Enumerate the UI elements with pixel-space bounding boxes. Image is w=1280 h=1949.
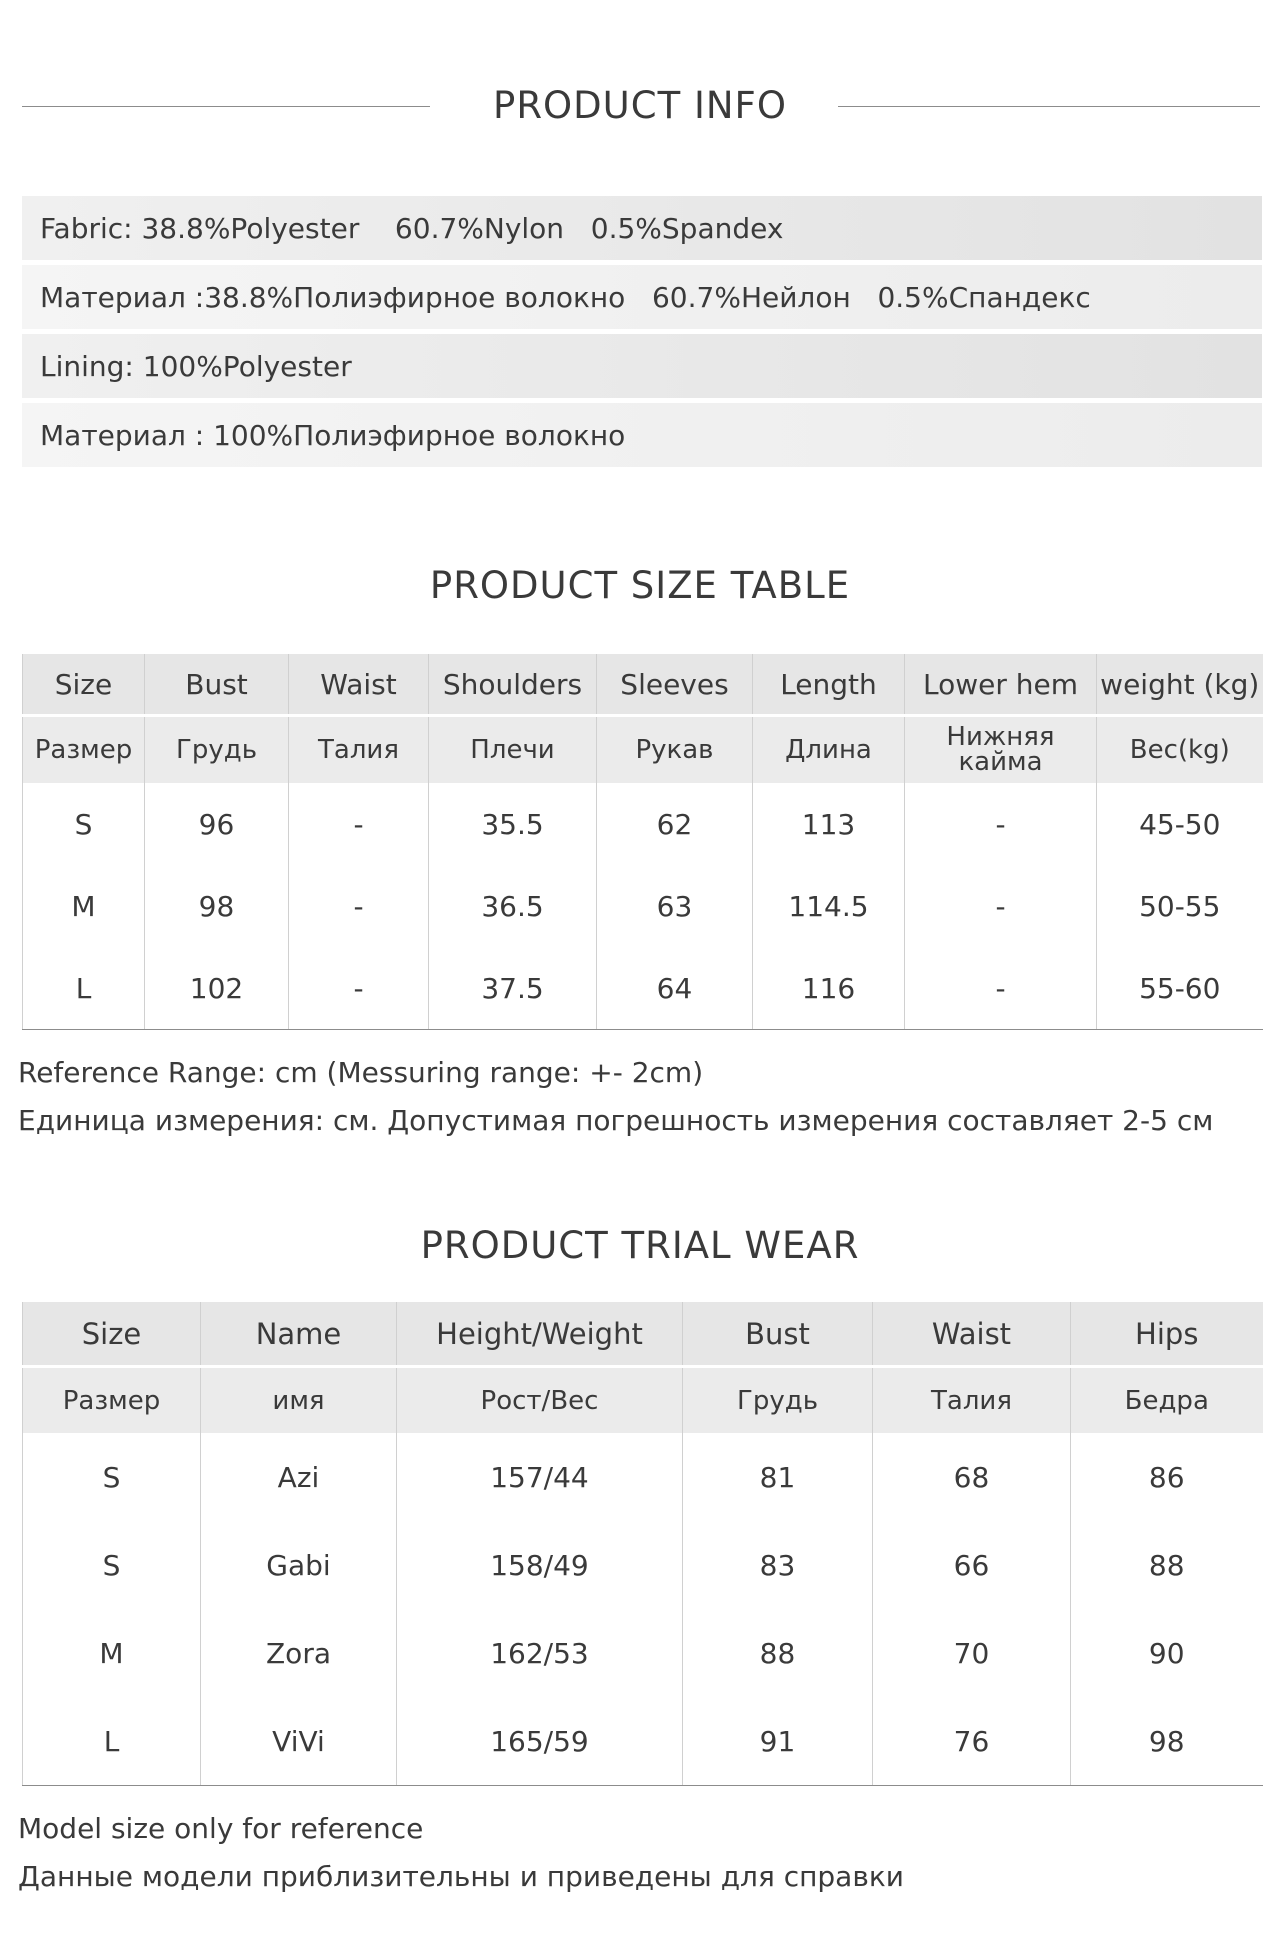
header-cell: Size — [23, 1302, 201, 1367]
info-row-lining — [22, 334, 1262, 398]
table-cell: Zora — [201, 1609, 397, 1697]
table-cell: 102 — [145, 947, 289, 1030]
header-cell: Талия — [289, 716, 429, 784]
table-cell: 88 — [683, 1609, 873, 1697]
info-text: Fabric: 38.8%Polyester 60.7%Nylon 0.5%Spandex — [40, 211, 784, 245]
table-cell: S — [23, 1521, 201, 1609]
info-row-lining-ru — [22, 403, 1262, 467]
table-cell: 81 — [683, 1433, 873, 1521]
header-cell: Bust — [145, 654, 289, 716]
trial-wear-title: PRODUCT TRIAL WEAR — [420, 1224, 860, 1267]
header-cell: Height/Weight — [397, 1302, 683, 1367]
product-info-title: PRODUCT INFO — [493, 84, 787, 127]
table-row — [23, 947, 1263, 1030]
table-cell: S — [23, 1433, 201, 1521]
table-cell: 114.5 — [753, 865, 905, 947]
header-cell: Грудь — [145, 716, 289, 784]
table-cell: 116 — [753, 947, 905, 1030]
table-cell: 158/49 — [397, 1521, 683, 1609]
table-cell: - — [905, 865, 1097, 947]
table-cell: 50-55 — [1139, 889, 1221, 923]
table-row — [23, 1433, 1263, 1521]
header-cell: Нижняя кайма — [905, 716, 1097, 784]
table-cell: 113 — [753, 783, 905, 865]
header-cell: Sleeves — [597, 654, 753, 716]
table-cell: M — [23, 865, 145, 947]
size-table-header-en — [23, 654, 1263, 716]
size-table-header-ru — [23, 716, 1263, 784]
header-cell: имя — [201, 1367, 397, 1434]
table-cell: 62 — [597, 783, 753, 865]
table-row — [23, 783, 1263, 865]
table-cell: 64 — [597, 947, 753, 1030]
table-cell: - — [289, 947, 429, 1030]
size-note-en: Reference Range: cm (Messuring range: +- 2cm) — [18, 1056, 704, 1089]
table-cell: ViVi — [201, 1697, 397, 1786]
header-cell: Размер — [23, 716, 145, 784]
table-cell: 162/53 — [397, 1609, 683, 1697]
table-cell: 68 — [873, 1433, 1071, 1521]
header-cell: Lower hem — [905, 654, 1097, 716]
table-row — [23, 1609, 1263, 1697]
table-cell: L — [23, 947, 145, 1030]
table-cell: - — [905, 783, 1097, 865]
table-row — [23, 1521, 1263, 1609]
info-text: Материал : 100%Полиэфирное волокно — [40, 418, 626, 452]
table-row — [23, 865, 1263, 947]
trial-note-ru: Данные модели приблизительны и приведены для справки — [18, 1860, 904, 1893]
size-table-title: PRODUCT SIZE TABLE — [429, 564, 851, 607]
table-cell: 86 — [1148, 1460, 1185, 1494]
header-cell: Грудь — [683, 1367, 873, 1434]
table-cell: L — [23, 1697, 201, 1786]
size-note-ru: Единица измерения: см. Допустимая погрешность измерения составляет 2-5 см — [18, 1104, 1214, 1137]
trial-note-en: Model size only for reference — [18, 1812, 424, 1845]
table-cell: 165/59 — [397, 1697, 683, 1786]
table-cell: Gabi — [201, 1521, 397, 1609]
header-cell: Shoulders — [429, 654, 597, 716]
product-info-list — [22, 196, 1262, 472]
table-cell: 98 — [145, 865, 289, 947]
info-text: Материал :38.8%Полиэфирное волокно 60.7%Нейлон 0.5%Спандекс — [40, 280, 1091, 314]
table-cell: 35.5 — [429, 783, 597, 865]
table-cell: 157/44 — [397, 1433, 683, 1521]
size-table — [22, 654, 1263, 1030]
table-cell: 63 — [597, 865, 753, 947]
table-cell: 55-60 — [1097, 947, 1263, 1030]
header-cell: Size — [23, 654, 145, 716]
table-cell: 36.5 — [429, 865, 597, 947]
header-cell: Waist — [873, 1302, 1071, 1367]
header-cell: Waist — [289, 654, 429, 716]
table-cell: - — [289, 783, 429, 865]
table-cell: 88 — [1148, 1548, 1185, 1582]
info-row-fabric-ru — [22, 265, 1262, 329]
table-cell: M — [23, 1609, 201, 1697]
header-cell: Length — [753, 654, 905, 716]
table-cell: 90 — [1148, 1636, 1185, 1670]
header-cell: Bust — [683, 1302, 873, 1367]
header-cell: Hips — [1071, 1302, 1263, 1367]
trial-wear-table — [22, 1302, 1263, 1786]
table-cell: 70 — [873, 1609, 1071, 1697]
header-cell: Рост/Вес — [397, 1367, 683, 1434]
header-cell: Плечи — [429, 716, 597, 784]
header-cell: Вес(kg) — [1097, 716, 1263, 784]
trial-table-header-en — [23, 1302, 1263, 1367]
trial-table-header-ru — [23, 1367, 1263, 1434]
table-cell: 98 — [1071, 1697, 1263, 1786]
table-cell: 76 — [873, 1697, 1071, 1786]
header-cell: Талия — [873, 1367, 1071, 1434]
table-cell: 91 — [683, 1697, 873, 1786]
table-cell: 83 — [683, 1521, 873, 1609]
header-cell: Рукав — [597, 716, 753, 784]
table-cell: S — [23, 783, 145, 865]
table-cell: - — [289, 865, 429, 947]
info-text: Lining: 100%Polyester — [40, 349, 352, 383]
table-cell: 37.5 — [429, 947, 597, 1030]
table-cell: - — [905, 947, 1097, 1030]
table-cell: Azi — [201, 1433, 397, 1521]
table-cell: 96 — [145, 783, 289, 865]
header-cell: Длина — [753, 716, 905, 784]
header-cell: weight (kg) — [1097, 654, 1263, 716]
header-cell: Размер — [23, 1367, 201, 1434]
table-row — [23, 1697, 1263, 1786]
table-cell: 45-50 — [1139, 807, 1221, 841]
header-cell: Name — [201, 1302, 397, 1367]
info-row-fabric — [22, 196, 1262, 260]
header-cell: Бедра — [1071, 1367, 1263, 1434]
table-cell: 66 — [873, 1521, 1071, 1609]
